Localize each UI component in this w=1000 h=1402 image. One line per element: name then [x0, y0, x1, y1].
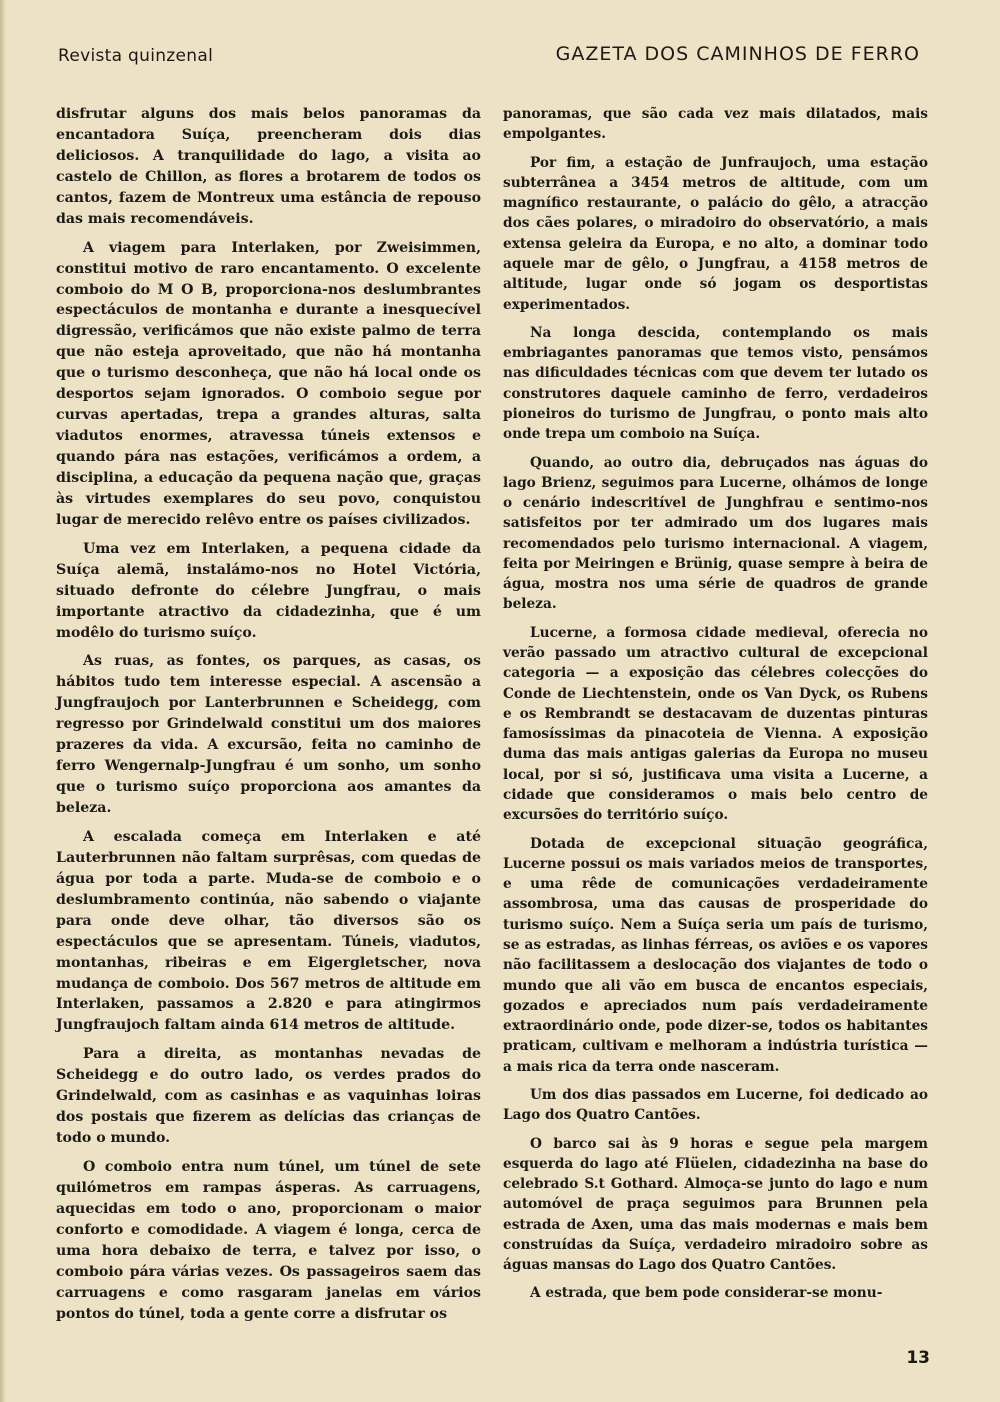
- paragraph: As ruas, as fontes, os parques, as casas, os hábitos tudo tem interesse especial. A ascensão a Jungfraujoch por Lanterbrunnen e Scheidegg, com regresso por Grindelwald constitui um dos maiores prazeres da vida. A excursão, feita no caminho de ferro Wengernalp-Jungfrau é um sonho, um sonho que o turismo suíço proporciona aos amantes da beleza.: [56, 653, 481, 816]
- paragraph: panoramas, que são cada vez mais dilatados, mais empolgantes.: [503, 106, 928, 143]
- header-magazine-title: GAZETA DOS CAMINHOS DE FERRO: [555, 43, 920, 65]
- paragraph: Por fim, a estação de Junfraujoch, uma estação subterrânea a 3454 metros de altitude, com um magnífico restaurante, o palácio do gêlo, a atracção dos cães polares, o miradoiro do observatório, a mais extensa geleira da Europa, e no alto, a dominar todo aquele mar de gêlo, o Jungfrau, a 4158 metros de altitude, lugar onde só jogam os desportistas experimentados.: [503, 154, 928, 313]
- paragraph: Um dos dias passados em Lucerne, foi dedicado ao Lago dos Quatro Cantões.: [503, 1086, 928, 1124]
- paragraph: Na longa descida, contemplando os mais embriagantes panoramas que temos visto, pensámos nas dificuldades técnicas com que devem ter lutado os construtores daquele caminho de ferro, verdadeiros pioneiros do turismo de Jungfrau, o ponto mais alto onde trepa um comboio na Suíça.: [503, 324, 928, 443]
- right-text-column: [503, 104, 928, 1312]
- paragraph: disfrutar alguns dos mais belos panoramas da encantadora Suíça, preencheram dois dias deliciosos. A tranquilidade do lago, a visita ao castelo de Chillon, as flores a brotarem de todos os cantos, fazem de Montreux uma estância de repouso das mais recomendáveis.: [56, 106, 481, 227]
- page-edge-shadow: [0, 0, 6, 1402]
- paragraph: O barco sai às 9 horas e segue pela margem esquerda do lago até Flüelen, cidadezinha na base do celebrado S.t Gothard. Almoça-se junto do lago e num automóvel de praça seguimos para Brunnen pela estrada de Axen, uma das mais modernas e mais bem construídas da Suíça, verdadeiro miradoiro sobre as águas mansas do Lago dos Quatro Cantões.: [503, 1135, 928, 1274]
- paragraph: Dotada de excepcional situação geográfica, Lucerne possui os mais variados meios de transportes, e uma rêde de comunicações verdadeiramente assombrosa, uma das causas de prosperidade do turismo suíço. Nem a Suíça seria um país de turismo, se as estradas, as linhas férreas, os aviões e os vapores não facilitassem a deslocação dos viajantes de todo o mundo que ali vão em busca de encantos especiais, gozados e apreciados num país verdadeiramente extraordinário onde, pode dizer-se, todos os habitantes praticam, cultivam e melhoram a indústria turística — a mais rica da terra onde nasceram.: [503, 835, 928, 1075]
- header-publication-type: Revista quinzenal: [58, 46, 214, 66]
- paragraph: A viagem para Interlaken, por Zweisimmen, constitui motivo de raro encantamento. O excelente comboio do M O B, proporciona-nos deslumbrantes espectáculos de montanha e durante a inesquecível digressão, verificámos que não existe palmo de terra que não esteja aproveitado, que não há montanha que o turismo desconheça, que não há local onde os desportos sejam ignorados. O comboio segue por curvas apertadas, trepa a grandes alturas, salta viadutos enormes, atravessa túneis extensos e quando pára nas estações, verificámos a ordem, a disciplina, a educação da pequena nação que, graças às virtudes exemplares do seu povo, conquistou lugar de merecido relêvo entre os países civilizados.: [56, 239, 481, 528]
- paragraph: A estrada, que bem pode considerar-se monu-: [530, 1285, 883, 1302]
- paragraph: Lucerne, a formosa cidade medieval, oferecia no verão passado um atractivo cultural de excepcional categoria — a exposição das célebres colecções do Conde de Liechtenstein, onde os Van Dyck, os Rubens e os Rembrandt se destacavam de duzentas pinturas famosíssimas da pinacoteia de Vienna. A exposição duma das mais antigas galerias da Europa no museu local, por si só, justificava uma visita a Lucerne, a cidade que consideramos o mais belo centro de excursões do território suíço.: [503, 624, 928, 824]
- paragraph: Quando, ao outro dia, debruçados nas águas do lago Brienz, seguimos para Lucerne, olhámos de longe o cenário indescritível de Junghfrau e sentimo-nos satisfeitos por ter admirado um dos lugares mais recomendados pelo turismo internacional. A viagem, feita por Meiringen e Brünig, quase sempre à beira de água, mostra nos uma série de quadros de grande beleza.: [503, 454, 928, 613]
- paragraph: A escalada começa em Interlaken e até Lauterbrunnen não faltam surprêsas, com quedas de água por toda a parte. Muda-se de comboio e o deslumbramento continúa, não sabendo o viajante para onde deve olhar, tão diversos são os espectáculos que se apresentam. Túneis, viadutos, montanhas, ribeiras e em Eigergletscher, nova mudança de comboio. Dos 567 metros de altitude em Interlaken, passamos a 2.820 e para atingirmos Jungfraujoch faltam ainda 614 metros de altitude.: [56, 828, 481, 1034]
- paragraph: Para a direita, as montanhas nevadas de Scheidegg e do outro lado, os verdes prados do Grindelwald, com as casinhas e as vaquinhas loiras dos postais que fizerem as delícias das crianças de todo o mundo.: [56, 1046, 481, 1147]
- left-text-column: [56, 104, 481, 1333]
- page-number: 13: [906, 1348, 930, 1368]
- paragraph: O comboio entra num túnel, um túnel de sete quilómetros em rampas ásperas. As carruagens, aquecidas em todo o ano, proporcionam o maior conforto e comodidade. A viagem é longa, cerca de uma hora debaixo de terra, e talvez por isso, o comboio pára várias vezes. Os passageiros saem das carruagens e como rasgaram janelas em vários pontos do túnel, toda a gente corre a disfrutar os: [56, 1159, 481, 1322]
- paragraph: Uma vez em Interlaken, a pequena cidade da Suíça alemã, instalámo-nos no Hotel Victória, situado defronte do célebre Jungfrau, o mais importante atractivo da cidadezinha, que é um modêlo do turismo suíço.: [56, 540, 481, 641]
